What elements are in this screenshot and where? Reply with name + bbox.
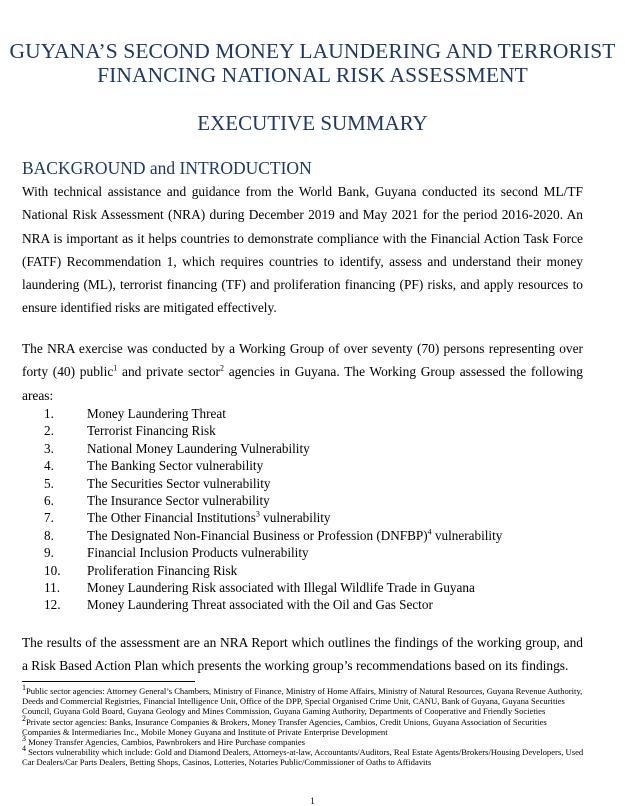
footnote-ref-2: 2 <box>219 363 224 373</box>
list-item <box>0 440 625 457</box>
list-item-text-main: The Designated Non-Financial Business or Profession (DNFBP) <box>87 527 428 543</box>
list-item <box>0 457 625 474</box>
assessment-areas-list <box>0 405 625 614</box>
list-item-text: Terrorist Financing Risk <box>87 423 216 439</box>
list-item-number: 3. <box>44 440 54 456</box>
list-item-number: 2. <box>44 423 54 439</box>
footnote-4 <box>22 744 587 768</box>
list-item-text: The Securities Sector vulnerability <box>87 475 271 491</box>
list-item-number: 10. <box>44 562 61 578</box>
para2-part-c: agencies in Guyana. The Working Group assessed the following areas: <box>22 364 583 403</box>
list-item <box>0 544 625 561</box>
list-item-number: 5. <box>44 475 54 491</box>
list-item <box>0 527 625 544</box>
footnotes <box>22 683 587 768</box>
list-item-number: 1. <box>44 406 54 421</box>
list-item-text: Money Laundering Risk associated with Illegal Wildlife Trade in Guyana <box>87 579 475 595</box>
para2-part-b: and private sector <box>117 364 220 380</box>
footnote-2 <box>22 713 587 737</box>
list-item-number: 12. <box>44 597 61 613</box>
footnote-ref-3: 3 <box>255 509 260 519</box>
list-item-number: 11. <box>44 579 60 595</box>
list-item-number: 4. <box>44 458 54 474</box>
list-item-text: Financial Inclusion Products vulnerability <box>87 545 309 561</box>
list-item-text-after: vulnerability <box>431 527 503 543</box>
list-item-number: 6. <box>44 492 54 508</box>
footnote-mark: 4 <box>22 744 26 754</box>
footnote-mark: 3 <box>22 734 26 744</box>
footnote-mark: 2 <box>22 713 26 723</box>
list-item <box>0 579 625 596</box>
list-item-text-after: vulnerability <box>259 510 331 526</box>
list-item <box>0 475 625 492</box>
list-item-text <box>87 527 502 544</box>
list-item <box>0 596 625 613</box>
list-item-text: The Banking Sector vulnerability <box>87 458 264 474</box>
footnote-ref-1: 1 <box>113 363 118 373</box>
list-item-number: 9. <box>44 545 54 561</box>
footnote-1 <box>22 683 587 717</box>
footnote-3 <box>22 734 587 748</box>
list-item-text: Proliferation Financing Risk <box>87 562 238 578</box>
list-item <box>0 405 625 422</box>
background-heading: BACKGROUND and INTRODUCTION <box>22 158 312 178</box>
para2-part-a: The NRA exercise was conducted by a Working Group of over seventy (70) persons representing over forty (40) public <box>22 341 583 380</box>
list-item-text: The Insurance Sector vulnerability <box>87 492 270 508</box>
footnote-text: Money Transfer Agencies, Cambios, Pawnbrokers and Hire Purchase companies <box>26 737 306 748</box>
list-item-text: National Money Laundering Vulnerability <box>87 440 310 456</box>
working-group-paragraph <box>22 337 583 407</box>
list-item-number: 7. <box>44 510 54 526</box>
list-item-number: 8. <box>44 527 54 543</box>
list-item-text-main: The Other Financial Institutions <box>87 510 256 526</box>
footnote-ref-4: 4 <box>427 527 432 537</box>
list-item <box>0 562 625 579</box>
title-line-2: FINANCING NATIONAL RISK ASSESSMENT <box>97 63 528 87</box>
list-item <box>0 422 625 439</box>
list-item <box>0 509 625 526</box>
footnote-text: Sectors vulnerability which include: Gold and Diamond Dealers, Attorneys-at-law, Accountants/Auditors, Real Estate Agents/Brokers/Housing Developers, Used Car Dealers/Car Parts Dealers, Betting Shops, Casinos, Lotteries, Notaries Public/Commissioner of Oaths to Affidavits <box>22 747 584 768</box>
list-item-text: Money Laundering Threat associated with the Oil and Gas Sector <box>87 597 433 613</box>
footnote-mark: 1 <box>22 683 26 693</box>
executive-summary-heading: EXECUTIVE SUMMARY <box>197 111 428 135</box>
intro-paragraph: With technical assistance and guidance from the World Bank, Guyana conducted its second ML/TF National Risk Assessment (NRA) during December 2019 and May 2021 for the period 2016-2020. An NRA is important as it helps countries to demonstrate compliance with the Financial Action Task Force (FATF) Recommendation 1, which requires countries to identify, assess and understand their money laundering (ML), terrorist financing (TF) and proliferation financing (PF) risks, and apply resources to ensure identified risks are mitigated effectively. <box>22 184 583 316</box>
list-item-text: Money Laundering Threat <box>87 406 226 421</box>
list-item-text <box>87 509 331 526</box>
footnote-text: Private sector agencies: Banks, Insurance Companies & Brokers, Money Transfer Agencies, Cambios, Credit Unions, Guyana Association of Securities Companies & Intermediaries Inc., Mobile Money Guyana and Institute of Private Enterprise Development <box>22 716 547 737</box>
results-paragraph: The results of the assessment are an NRA Report which outlines the findings of the working group, and a Risk Based Action Plan which presents the working group’s recommendations based on its findings. <box>22 635 583 674</box>
page-number: 1 <box>310 796 315 806</box>
footnote-text: Public sector agencies: Attorney General’s Chambers, Ministry of Finance, Ministry of Home Affairs, Ministry of Natural Resources, Guyana Revenue Authority, Deeds and Commercial Registries, Financial Intelligence Unit, Office of the DPP, Special Organised Crime Unit, CANU, Bank of Guyana, Guyana Securities Council, Guyana Gold Board, Guyana Geology and Mines Commission, Guyana Gaming Authority, Departments of Cooperative and Friendly Societies <box>22 686 583 717</box>
list-item <box>0 492 625 509</box>
title-line-1: GUYANA’S SECOND MONEY LAUNDERING AND TERRORIST <box>9 39 616 63</box>
footnote-divider <box>22 681 195 682</box>
